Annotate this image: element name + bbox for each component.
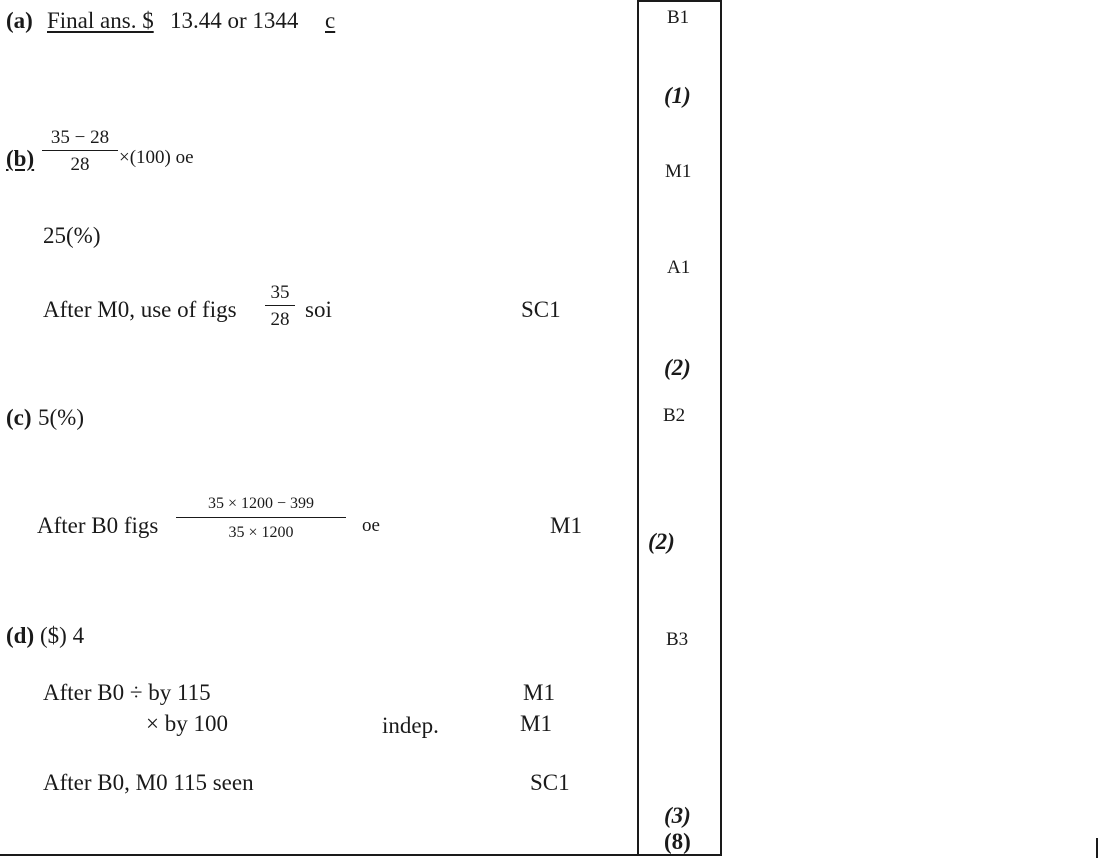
part-b-special-case-text: After M0, use of figs [43, 297, 237, 322]
part-c-subtotal: (2) [648, 529, 675, 554]
part-b-special-case-mark: SC1 [521, 297, 561, 322]
column-divider-left [637, 0, 639, 856]
part-c-fraction-denominator: 35 × 1200 [228, 524, 294, 541]
part-c-fraction-numerator: 35 × 1200 − 399 [207, 495, 315, 512]
part-d-line2-mark: M1 [520, 711, 552, 736]
part-a-subtotal: (1) [664, 83, 691, 108]
part-d-mark: B3 [666, 629, 689, 650]
part-b-answer: 25(%) [43, 223, 101, 248]
part-a-unit: c [325, 8, 336, 33]
part-d-answer: ($) 4 [40, 623, 85, 648]
question-total: (8) [664, 829, 691, 854]
part-c-after-text: After B0 figs [37, 513, 159, 538]
column-divider-right [720, 0, 722, 856]
part-d-line3-mark: SC1 [530, 770, 570, 795]
part-c-label: (c) [6, 405, 32, 430]
part-c-answer: 5(%) [38, 405, 84, 430]
part-d-subtotal: (3) [664, 803, 691, 828]
part-a-value: 13.44 or 1344 [170, 8, 299, 33]
part-c-mark: B2 [663, 405, 686, 426]
part-b-answer-mark: A1 [667, 257, 691, 278]
part-b-special-case-fraction [265, 283, 295, 329]
part-c-fraction [176, 496, 346, 541]
part-a-label: (a) [6, 8, 33, 33]
page-edge-mark [1096, 838, 1098, 858]
part-d-indep: indep. [382, 713, 439, 738]
part-d-line3: After B0, M0 115 seen [43, 770, 254, 795]
part-c-oe: oe [362, 515, 380, 536]
part-b-special-case-numerator: 35 [270, 282, 290, 303]
part-d-label: (d) [6, 623, 35, 648]
part-a-mark: B1 [667, 7, 690, 28]
part-c-after-mark: M1 [550, 513, 582, 538]
part-b-fraction-numerator: 35 − 28 [50, 127, 110, 148]
table-bottom-rule [0, 854, 722, 856]
part-a-final-prefix: Final ans. $ [47, 8, 154, 33]
part-b-label: (b) [6, 146, 35, 171]
part-b-tail: ×(100) oe [119, 147, 194, 168]
part-b-special-case-tail: soi [305, 297, 332, 322]
part-b-special-case-denominator: 28 [270, 309, 290, 330]
part-d-line1-mark: M1 [523, 680, 555, 705]
part-d-line2: × by 100 [146, 711, 228, 736]
part-b-method-mark: M1 [665, 161, 692, 182]
part-b-subtotal: (2) [664, 355, 691, 380]
table-top-rule [637, 0, 722, 2]
part-b-fraction-denominator: 28 [70, 154, 90, 175]
part-d-line1: After B0 ÷ by 115 [43, 680, 211, 705]
part-b-fraction [42, 128, 118, 174]
